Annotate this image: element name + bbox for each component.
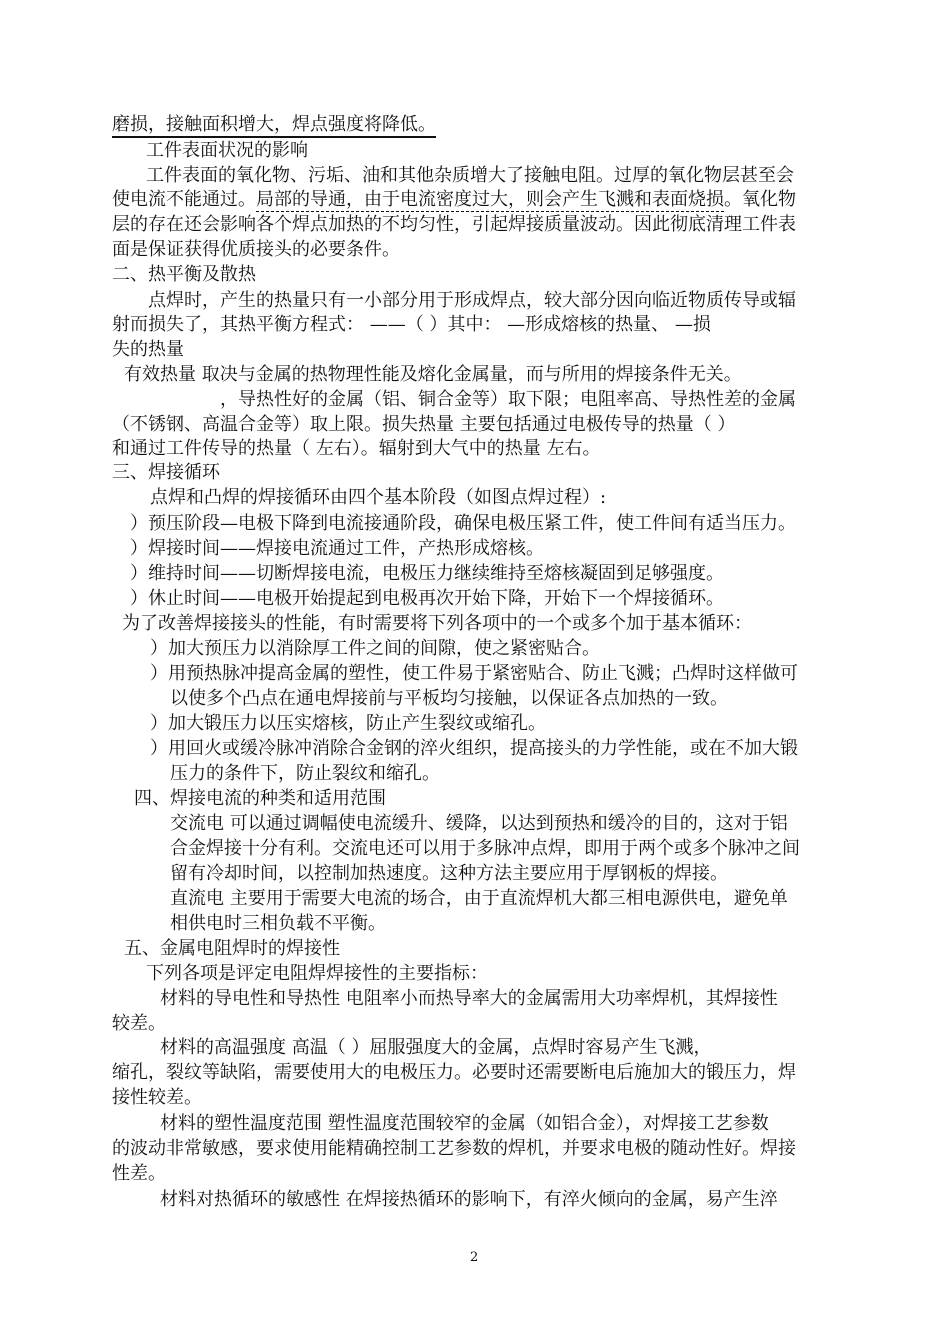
page-number: 2 xyxy=(470,1250,479,1265)
list-item: ）用回火或缓冷脉冲消除合金钢的淬火组织，提高接头的力学性能，或在不加大锻 xyxy=(150,738,798,759)
text-line: 以使多个凸点在通电焊接前与平板均匀接触，以保证各点加热的一致。 xyxy=(170,688,728,709)
text-line: 相供电时三相负载不平衡。 xyxy=(170,913,386,934)
text-line: 下列各项是评定电阻焊焊接性的主要指标： xyxy=(146,963,488,984)
text-line: 材料的塑性温度范围 塑性温度范围较窄的金属（如铝合金），对焊接工艺参数 xyxy=(160,1113,769,1134)
section-heading: 二、热平衡及散热 xyxy=(112,264,256,285)
text-line: 失的热量 xyxy=(112,339,184,360)
text-line: 射而损失了，其热平衡方程式： ——（ ）其中： —形成熔核的热量、 —损 xyxy=(112,314,711,335)
text-span: 使电流不能通过。 xyxy=(112,189,256,210)
section-heading: 三、焊接循环 xyxy=(112,462,220,483)
text-line: 点焊时，产生的热量只有一小部分用于形成焊点，较大部分因向临近物质传导或辐 xyxy=(148,290,796,311)
list-item: ）加大锻压力以压实熔核，防止产生裂纹或缩孔。 xyxy=(150,713,546,734)
text-line: 面是保证获得优质接头的必要条件。 xyxy=(112,239,400,260)
text-line: 缩孔，裂纹等缺陷，需要使用大的电极压力。必要时还需要断电后施加大的锻压力，焊 xyxy=(112,1062,796,1083)
text-line: 有效热量 取决与金属的热物理性能及熔化金属量，而与所用的焊接条件无关。 xyxy=(124,364,742,385)
text-line: 压力的条件下，防止裂纹和缩孔。 xyxy=(170,763,440,784)
section-heading: 四、焊接电流的种类和适用范围 xyxy=(134,788,386,809)
text-line: 工件表面的氧化物、污垢、油和其他杂质增大了接触电阻。过厚的氧化物层甚至会 xyxy=(146,165,794,186)
list-item: ）用预热脉冲提高金属的塑性，使工件易于紧密贴合、防止飞溅；凸焊时这样做可 xyxy=(150,663,798,684)
list-item: ）预压阶段—电极下降到电流接通阶段，确保电极压紧工件，使工件间有适当压力。 xyxy=(130,513,796,534)
text-line: 材料的高温强度 高温（ ）屈服强度大的金属，点焊时容易产生飞溅， xyxy=(160,1037,712,1058)
text-line: 层的存在还会影响各个焊点加热的不均匀性，引起焊接质量波动。因此彻底清理工件表 xyxy=(112,214,796,235)
text-line: （不锈钢、高温合金等）取上限。损失热量 主要包括通过电极传导的热量（ ） xyxy=(112,414,736,435)
text-line: 的波动非常敏感，要求使用能精确控制工艺参数的焊机，并要求电极的随动性好。焊接 xyxy=(112,1138,796,1159)
text-line: ，导热性好的金属（铝、铜合金等）取下限；电阻率高、导热性差的金属 xyxy=(220,389,796,410)
text-line: 较差。 xyxy=(112,1013,166,1034)
underlined-text: 局部的导通，由于电流密度过大，则会产生飞溅和表面烧损 xyxy=(256,189,724,210)
list-item: ）焊接时间——焊接电流通过工件，产热形成熔核。 xyxy=(130,538,544,559)
text-line xyxy=(112,188,796,212)
text-span: 。氧化物 xyxy=(724,189,796,210)
text-line: 直流电 主要用于需要大电流的场合，由于直流焊机大都三相电源供电，避免单 xyxy=(170,888,788,909)
list-item: ）休止时间——电极开始提起到电极再次开始下降，开始下一个焊接循环。 xyxy=(130,588,724,609)
text-line: 接性较差。 xyxy=(112,1087,202,1108)
text-line: 为了改善焊接接头的性能，有时需要将下列各项中的一个或多个加于基本循环： xyxy=(122,613,752,634)
text-line: 性差。 xyxy=(112,1163,166,1184)
text-line xyxy=(112,113,436,137)
section-heading: 五、金属电阻焊时的焊接性 xyxy=(124,938,340,959)
text-line: 材料对热循环的敏感性 在焊接热循环的影响下，有淬火倾向的金属，易产生淬 xyxy=(160,1189,778,1210)
text-line: 留有冷却时间，以控制加热速度。这种方法主要应用于厚钢板的焊接。 xyxy=(170,863,728,884)
underlined-text: 磨损，接触面积增大，焊点强度将降低。 xyxy=(112,114,436,138)
text-line: 点焊和凸焊的焊接循环由四个基本阶段（如图点焊过程）: xyxy=(150,487,607,508)
section-heading: 工件表面状况的影响 xyxy=(146,140,308,161)
text-line: 和通过工件传导的热量（ 左右）。辐射到大气中的热量 左右。 xyxy=(112,438,601,459)
text-line: 合金焊接十分有利。交流电还可以用于多脉冲点焊，即用于两个或多个脉冲之间 xyxy=(170,838,800,859)
list-item: ）维持时间——切断焊接电流，电极压力继续维持至熔核凝固到足够强度。 xyxy=(130,563,724,584)
text-line: 材料的导电性和导热性 电阻率小而热导率大的金属需用大功率焊机，其焊接性 xyxy=(160,988,778,1009)
list-item: ）加大预压力以消除厚工件之间的间隙，使之紧密贴合。 xyxy=(150,638,600,659)
text-line: 交流电 可以通过调幅使电流缓升、缓降，以达到预热和缓冷的目的，这对于铝 xyxy=(170,813,788,834)
